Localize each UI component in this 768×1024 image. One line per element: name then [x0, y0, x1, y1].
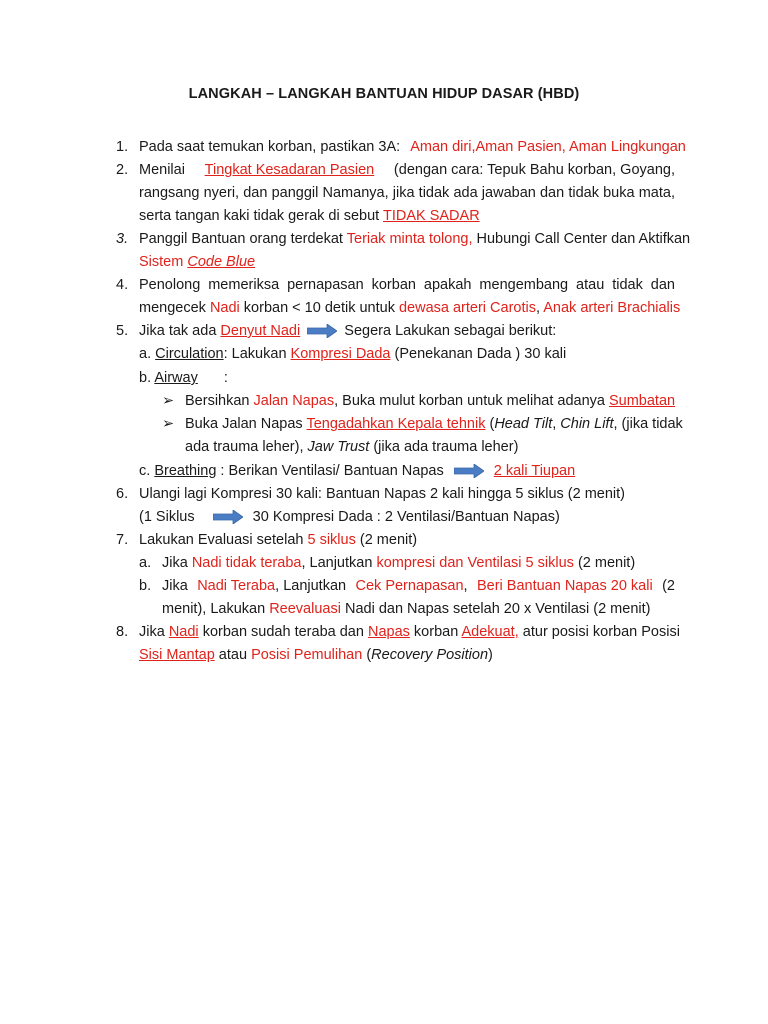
step-3-highlight-teriak: Teriak minta tolong,: [346, 231, 473, 247]
step-8-text-e: atau: [218, 647, 248, 663]
bullet-1-highlight-sumbatan: Sumbatan: [608, 393, 676, 409]
bullet-arrow-icon: ➢: [162, 393, 175, 409]
bullet-1-text-b: , Buka mulut korban untuk melihat adanya: [334, 393, 605, 409]
step-7b-highlight-cek-pernapasan: Cek Pernapasan: [355, 578, 464, 594]
step-6-line-2: [139, 508, 560, 526]
step-4-highlight-nadi: Nadi: [209, 300, 240, 316]
bullet-arrow-icon: ➢: [162, 416, 175, 432]
step-5c-highlight-tiupan: 2 kali Tiupan: [493, 463, 576, 479]
step-7-highlight-5-siklus: 5 siklus: [307, 532, 356, 548]
step-7-text-b: (2 menit): [359, 532, 418, 548]
bullet-2-text-a: Buka Jalan Napas: [185, 416, 303, 432]
step-7b-text-c: (2: [662, 578, 675, 594]
step-8-text-d: atur posisi korban Posisi: [522, 624, 680, 640]
step-8-highlight-napas: Napas: [367, 624, 410, 640]
step-2-highlight-tidak-sadar: TIDAK SADAR: [382, 208, 480, 224]
step-5b-airway: Airway: [154, 370, 198, 386]
bullet-2-chin-lift: Chin Lift: [560, 416, 614, 432]
step-2-number: 2.: [116, 162, 129, 178]
step-2-text-a: Menilai: [139, 162, 185, 178]
step-5-highlight-denyut-nadi: Denyut Nadi: [220, 323, 301, 339]
step-7a-highlight-nadi-tidak-teraba: Nadi tidak teraba: [191, 555, 302, 571]
step-2-line-1: [139, 161, 675, 179]
step-5b: [139, 369, 228, 387]
step-8-paren-close: ): [488, 647, 493, 663]
bullet-2-text-f: (jika ada trauma leher): [373, 439, 519, 455]
right-arrow-icon: [307, 324, 337, 338]
step-2-text-c: serta tangan kaki tidak gerak di sebut: [139, 208, 380, 224]
step-7b-highlight-beri-bantuan: Beri Bantuan Napas 20 kali: [476, 578, 653, 594]
step-5-line-1: [139, 322, 556, 340]
bullet-2-paren: (: [489, 416, 495, 432]
step-7a: [162, 554, 635, 572]
step-7b-label: b.: [139, 578, 152, 594]
step-1-label: Pada saat temukan korban, pastikan 3A:: [139, 139, 401, 155]
step-8-number: 8.: [116, 624, 129, 640]
step-6-line-1: Ulangi lagi Kompresi 30 kali: Bantuan Napas 2 kali hingga 5 siklus (2 menit): [139, 486, 626, 502]
step-4-comma: ,: [535, 300, 541, 316]
step-5b-label: b.: [139, 370, 152, 386]
step-5c-label: c.: [139, 463, 151, 479]
step-8-line-2: [139, 646, 493, 664]
step-5-number: 5.: [116, 323, 129, 339]
step-2-highlight-kesadaran: Tingkat Kesadaran Pasien: [204, 162, 375, 178]
right-arrow-icon: [213, 510, 243, 524]
step-5c-text: : Berikan Ventilasi/ Bantuan Napas: [220, 463, 444, 479]
step-7a-highlight-kompresi-ventilasi: kompresi dan Ventilasi 5 siklus: [376, 555, 574, 571]
step-5b-colon: :: [223, 370, 228, 386]
step-5a-text-b: (Penekanan Dada ) 30 kali: [394, 346, 567, 362]
step-8-recovery-position: Recovery Position: [371, 647, 489, 663]
step-8-text-a: Jika: [139, 624, 165, 640]
step-5c: [139, 462, 575, 480]
bullet-2-head-tilt: Head Tilt: [494, 416, 553, 432]
step-3-text-b: Hubungi Call Center dan Aktifkan: [476, 231, 691, 247]
bullet-2-text-e: ada trauma leher),: [185, 439, 304, 455]
step-8-line-1: [139, 623, 680, 641]
step-5a-circulation: Circulation: [155, 346, 224, 362]
step-7-text-a: Lakukan Evaluasi setelah: [139, 532, 304, 548]
step-3-line-1: [139, 230, 690, 248]
bullet-2-text-d: , (jika tidak: [613, 416, 683, 432]
bullet-2-jaw-trust: Jaw Trust: [307, 439, 370, 455]
step-8-text-c: korban: [413, 624, 459, 640]
step-1-highlight: Aman diri,Aman Pasien, Aman Lingkungan: [410, 139, 686, 155]
step-8-highlight-nadi: Nadi: [168, 624, 199, 640]
step-5a-label: a.: [139, 346, 152, 362]
step-7a-text-c: (2 menit): [577, 555, 636, 571]
page-title: LANGKAH – LANGKAH BANTUAN HIDUP DASAR (HBD): [188, 86, 580, 102]
step-7-line-1: [139, 531, 417, 549]
step-7a-text-b: , Lanjutkan: [301, 555, 373, 571]
step-7b-text-a: Jika: [162, 578, 188, 594]
step-1-text: [139, 138, 686, 156]
step-4-text-a: mengecek: [139, 300, 206, 316]
step-4-line-2: [139, 299, 680, 317]
step-5a: [139, 345, 566, 363]
step-5a-highlight-kompresi: Kompresi Dada: [290, 346, 391, 362]
bullet-1-text-a: Bersihkan: [185, 393, 250, 409]
step-7b-line-1: [162, 577, 675, 595]
step-5a-text: : Lakukan: [223, 346, 287, 362]
step-6-number: 6.: [116, 486, 129, 502]
step-8-paren-open: (: [366, 647, 372, 663]
bullet-2-highlight-tengadahkan: Tengadahkan Kepala tehnik: [306, 416, 486, 432]
step-7b-text-d: menit), Lakukan: [162, 601, 266, 617]
step-8-highlight-adekuat: Adekuat,: [461, 624, 519, 640]
step-4-line-1: Penolong memeriksa pernapasan korban apakah mengembang atau tidak dan: [139, 277, 675, 293]
step-7b-highlight-nadi-teraba: Nadi Teraba: [197, 578, 276, 594]
step-8-highlight-posisi-pemulihan: Posisi Pemulihan: [251, 647, 363, 663]
step-3-highlight-sistem: Sistem: [139, 254, 184, 270]
step-7b-comma: ,: [463, 578, 468, 594]
step-5-text-b: Segera Lakukan sebagai berikut:: [344, 323, 557, 339]
step-4-highlight-carotis: dewasa arteri Carotis: [398, 300, 536, 316]
step-3-highlight-code-blue: Code Blue: [187, 254, 256, 270]
step-7b-text-b: , Lanjutkan: [275, 578, 347, 594]
step-3-line-2: [139, 253, 255, 271]
step-2-line-2: rangsang nyeri, dan panggil Namanya, jika tidak ada jawaban dan tidak buka mata,: [139, 185, 675, 201]
step-2-text-b: (dengan cara: Tepuk Bahu korban, Goyang,: [393, 162, 675, 178]
step-7a-text-a: Jika: [162, 555, 188, 571]
step-8-highlight-sisi-mantap: Sisi Mantap: [139, 647, 215, 663]
step-2-line-3: [139, 207, 480, 225]
step-5-text-a: Jika tak ada: [139, 323, 217, 339]
step-3-number: 3.: [116, 231, 129, 247]
step-3-text-a: Panggil Bantuan orang terdekat: [139, 231, 343, 247]
step-8-text-b: korban sudah teraba dan: [202, 624, 364, 640]
step-6-text-b: 30 Kompresi Dada : 2 Ventilasi/Bantuan Napas): [252, 509, 560, 525]
step-7a-label: a.: [139, 555, 152, 571]
bullet-1-highlight-jalan-napas: Jalan Napas: [253, 393, 335, 409]
step-5b-bullet-2-line-1: [185, 415, 683, 433]
step-1-number: 1.: [116, 139, 129, 155]
step-7b-highlight-reevaluasi: Reevaluasi: [269, 601, 341, 617]
step-5b-bullet-1: [185, 392, 675, 410]
step-4-number: 4.: [116, 277, 129, 293]
step-4-highlight-brachialis: Anak arteri Brachialis: [543, 300, 681, 316]
right-arrow-icon: [454, 464, 484, 478]
step-5c-breathing: Breathing: [154, 463, 217, 479]
step-4-text-b: korban < 10 detik untuk: [243, 300, 395, 316]
step-7b-text-e: Nadi dan Napas setelah 20 x Ventilasi (2 menit): [344, 601, 651, 617]
step-6-text-a: (1 Siklus: [139, 509, 195, 525]
bullet-2-comma: ,: [552, 416, 557, 432]
step-7b-line-2: [162, 600, 650, 618]
step-5b-bullet-2-line-2: [185, 438, 518, 456]
step-7-number: 7.: [116, 532, 129, 548]
